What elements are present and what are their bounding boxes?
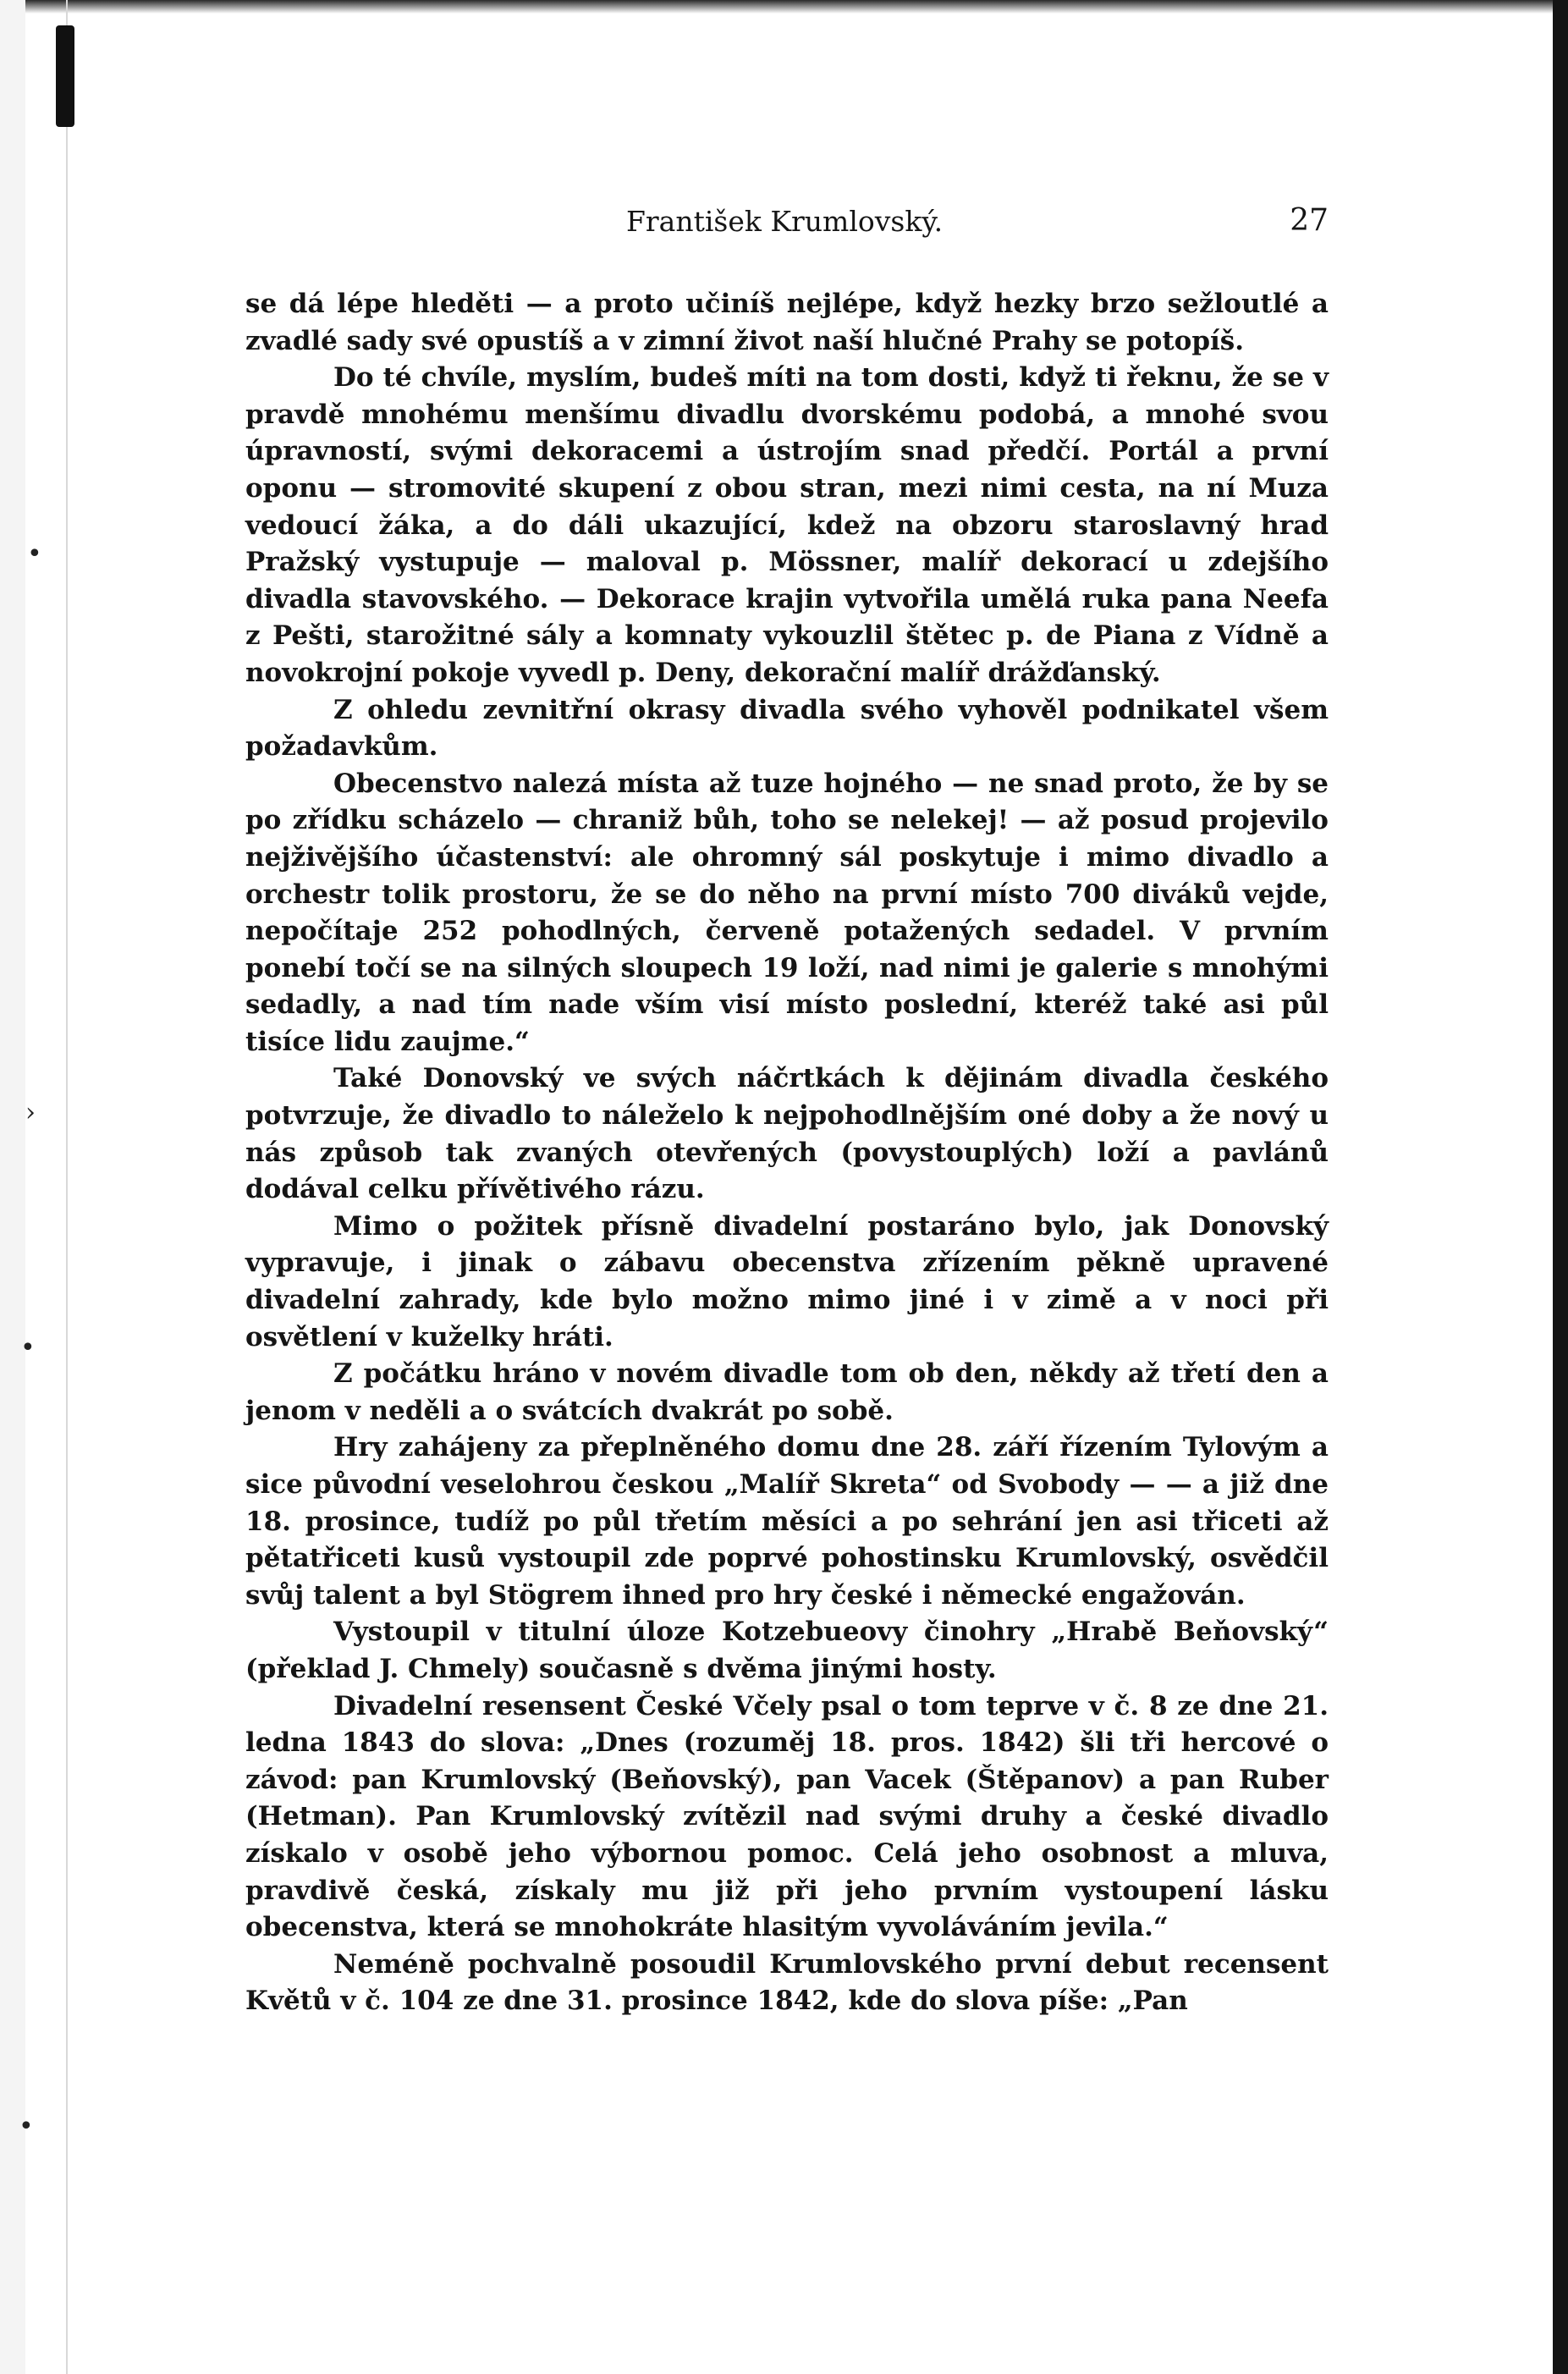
paragraph: Z počátku hráno v novém divadle tom ob den, někdy až třetí den a jenom v neděli a o svátcích dvakrát po sobě. — [245, 1358, 1329, 1426]
paragraph: Hry zahájeny za přeplněného domu dne 28. září řízením Tylovým a sice původní veselohrou českou „Malíř Skreta“ od Svobody — — a již dne 18. prosince, tudíž po půl třetím měsíci a po sehrání jen asi třiceti až pětatřiceti kusů vystoupil zde poprvé pohostinsku Krumlovský, osvědčil svůj talent a byl Stögrem ihned pro hry české i německé engažován. — [245, 1432, 1329, 1611]
paragraph: Mimo o požitek přísně divadelní postaráno bylo, jak Donovský vypravuje, i jinak o zábavu obecenstva zřízením pěkně upravené divadelní zahrady, kde bylo možno mimo jiné i v zimě a v noci při osvětlení v kuželky hráti. — [245, 1210, 1329, 1352]
top-scan-shadow — [0, 0, 1568, 14]
paragraph: Také Donovský ve svých náčrtkách k dějinám divadla českého potvrzuje, že divadlo to náleželo k nejpohodlnějším oné doby a že nový u nás způsob tak zvaných otevřených (povystouplých) loží a pavlánů dodával celku přívětivého rázu. — [245, 1063, 1329, 1205]
binding-line — [66, 0, 68, 2374]
page-number: 27 — [1290, 203, 1329, 238]
paragraph: se dá lépe hleděti — a proto učiníš nejlépe, když hezky brzo sežloutlé a zvadlé sady své opustíš a v zimní život naší hlučné Prahy se potopíš. — [245, 289, 1329, 356]
margin-mark: • — [27, 539, 42, 569]
binding-mark — [56, 25, 74, 127]
paragraph: Neméně pochvalně posoudil Krumlovského první debut recensent Květů v č. 104 ze dne 31. prosince 1842, kde do slova píše: „Pan — [245, 1948, 1329, 2017]
paragraph: Z ohledu zevnitřní okrasy divadla svého vyhověl podnikatel všem požadavkům. — [245, 694, 1329, 763]
paragraph: Divadelní resensent České Včely psal o tom teprve v č. 8 ze dne 21. ledna 1843 do slova: „Dnes (rozuměj 18. pros. 1842) šli tři hercové o závod: pan Krumlovský (Beňovský), pan Vacek (Štěpanov) a pan Ruber (Hetman). Pan Krumlovský zvítězil nad svými druhy a české divadlo získalo v osobě jeho výbornou pomoc. Celá jeho osobnost a mluva, pravdivě česká, získaly mu již při jeho prvním vystoupení lásku obecenstva, která se mnohokráte hlasitým vyvoláváním jevila.“ — [245, 1690, 1329, 1943]
running-title: František Krumlovský. — [626, 205, 944, 238]
margin-mark: • — [20, 1333, 36, 1363]
left-page-edge — [0, 0, 25, 2374]
margin-mark: • — [19, 2112, 34, 2141]
page-header — [245, 200, 1329, 242]
margin-mark: › — [25, 1098, 36, 1127]
paragraph: Do té chvíle, myslím, budeš míti na tom dosti, když ti řeknu, že se v pravdě mnohému menšímu divadlu dvorskému podobá, a mnohé svou úpravností, svými dekoracemi a ústrojím snad předčí. Portál a první oponu — stromovité skupení z obou stran, mezi nimi cesta, na ní Muza vedoucí žáka, a do dáli ukazující, kdež na obzoru staroslavný hrad Pražský vystupuje — maloval p. Mössner, malíř dekorací u zdejšího divadla stavovského. — Dekorace krajin vytvořila umělá ruka pana Neefa z Pešti, starožitné sály a komnaty vykouzlil štětec p. de Piana z Vídně a novokrojní pokoje vyvedl p. Deny, dekorační malíř drážďanský. — [245, 362, 1329, 688]
right-scan-border — [1553, 0, 1568, 2374]
body-text — [245, 286, 1329, 2020]
paragraph: Vystoupil v titulní úloze Kotzebueovy činohry „Hrabě Beňovský“ (překlad J. Chmely) současně s dvěma jinými hosty. — [245, 1617, 1329, 1684]
paragraph: Obecenstvo nalezá místa až tuze hojného — ne snad proto, že by se po zřídku scházelo — chraniž bůh, toho se nelekej! — až posud projevilo nejživějšího účastenství: ale ohromný sál poskytuje i mimo divadlo a orchestr tolik prostoru, že se do něho na první místo 700 diváků vejde, nepočítaje 252 pohodlných, červeně potažených sedadel. V prvním ponebí točí se na silných sloupech 19 loží, nad nimi je galerie s mnohými sedadly, a nad tím nade vším visí místo poslední, kteréž také asi půl tisíce lidu zaujme.“ — [245, 768, 1329, 1057]
